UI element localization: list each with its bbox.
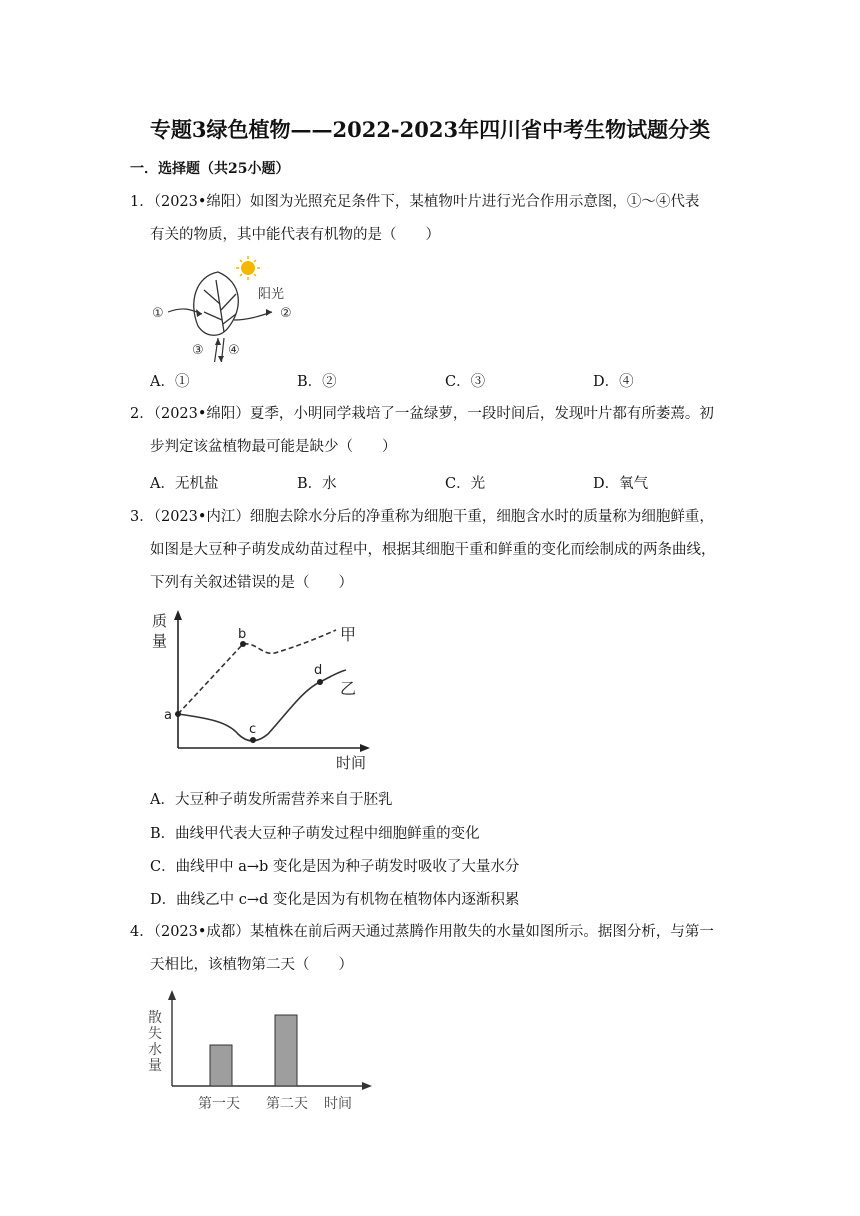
option-2d[interactable]: D．氧气 (593, 476, 649, 492)
y-label-1: 散 (148, 1010, 162, 1026)
x-tick-day-1: 第一天 (198, 1096, 240, 1112)
label-curve-yi: 乙 (340, 679, 357, 698)
label-substance-2: ② (280, 306, 292, 321)
y-label-3: 水 (148, 1042, 162, 1058)
x-axis-label-time: 时间 (324, 1096, 352, 1112)
question-1-line-2: 有关的物质，其中能代表有机物的是（ ） (150, 227, 440, 243)
option-1d[interactable]: D．④ (593, 374, 634, 390)
leaf-photosynthesis-figure (148, 254, 308, 362)
question-3-line-3: 下列有关叙述错误的是（ ） (150, 575, 353, 591)
option-1c[interactable]: C．③ (445, 374, 486, 390)
curve-jia (178, 630, 336, 714)
question-4-line-2: 天相比，该植物第二天（ ） (150, 957, 353, 973)
label-a: a (164, 708, 172, 723)
label-substance-1: ① (152, 306, 164, 321)
y-axis-label-2: 量 (152, 632, 168, 650)
y-label-2: 失 (148, 1026, 162, 1042)
label-d: d (314, 663, 323, 678)
label-sunlight: 阳光 (258, 287, 285, 302)
label-substance-4: ④ (228, 343, 240, 358)
x-tick-day-2: 第二天 (266, 1096, 308, 1112)
page-title: 专题3绿色植物——2022-2023年四川省中考生物试题分类 (149, 117, 711, 142)
y-label-4: 量 (148, 1058, 162, 1074)
leaf-icon (194, 272, 239, 335)
question-2-line-2: 步判定该盆植物最可能是缺少（ ） (150, 439, 397, 455)
label-c: c (249, 722, 257, 737)
transpiration-bar-figure (140, 988, 380, 1114)
bar-day-2 (275, 1015, 297, 1086)
point-d (317, 679, 323, 685)
sun-icon (236, 256, 260, 280)
label-curve-jia: 甲 (340, 625, 357, 644)
y-axis-label-1: 质 (152, 612, 168, 630)
weight-curve-figure (148, 606, 380, 774)
option-3a[interactable]: A．大豆种子萌发所需营养来自于胚乳 (150, 792, 393, 808)
question-4-line-1: 4．（2023•成都）某植株在前后两天通过蒸腾作用散失的水量如图所示。据图分析，与第一 (130, 924, 714, 940)
question-2-line-1: 2．（2023•绵阳）夏季，小明同学栽培了一盆绿萝，一段时间后，发现叶片都有所萎蔫。初 (130, 406, 714, 422)
point-a (175, 711, 181, 717)
option-3b[interactable]: B．曲线甲代表大豆种子萌发过程中细胞鲜重的变化 (150, 826, 480, 842)
option-2c[interactable]: C．光 (445, 476, 486, 492)
option-3c[interactable]: C．曲线甲中 a→b 变化是因为种子萌发时吸收了大量水分 (150, 859, 520, 875)
label-b: b (238, 627, 247, 642)
option-2b[interactable]: B．水 (297, 476, 337, 492)
x-axis-label: 时间 (336, 754, 367, 772)
question-3-line-1: 3．（2023•内江）细胞去除水分后的净重称为细胞干重，细胞含水时的质量称为细胞鲜重， (130, 509, 714, 525)
bar-day-1 (210, 1045, 232, 1086)
label-substance-3: ③ (192, 343, 204, 358)
question-1-line-1: 1．（2023•绵阳）如图为光照充足条件下，某植物叶片进行光合作用示意图，①～④代表 (130, 194, 700, 210)
option-1b[interactable]: B．② (297, 374, 337, 390)
option-3d[interactable]: D．曲线乙中 c→d 变化是因为有机物在植物体内逐渐积累 (150, 892, 520, 908)
option-1a[interactable]: A．① (150, 374, 190, 390)
section-heading: 一．选择题（共25小题） (130, 161, 290, 177)
point-c (250, 737, 256, 743)
option-2a[interactable]: A．无机盐 (150, 476, 219, 492)
question-3-line-2: 如图是大豆种子萌发成幼苗过程中，根据其细胞干重和鲜重的变化而绘制成的两条曲线， (150, 542, 716, 558)
